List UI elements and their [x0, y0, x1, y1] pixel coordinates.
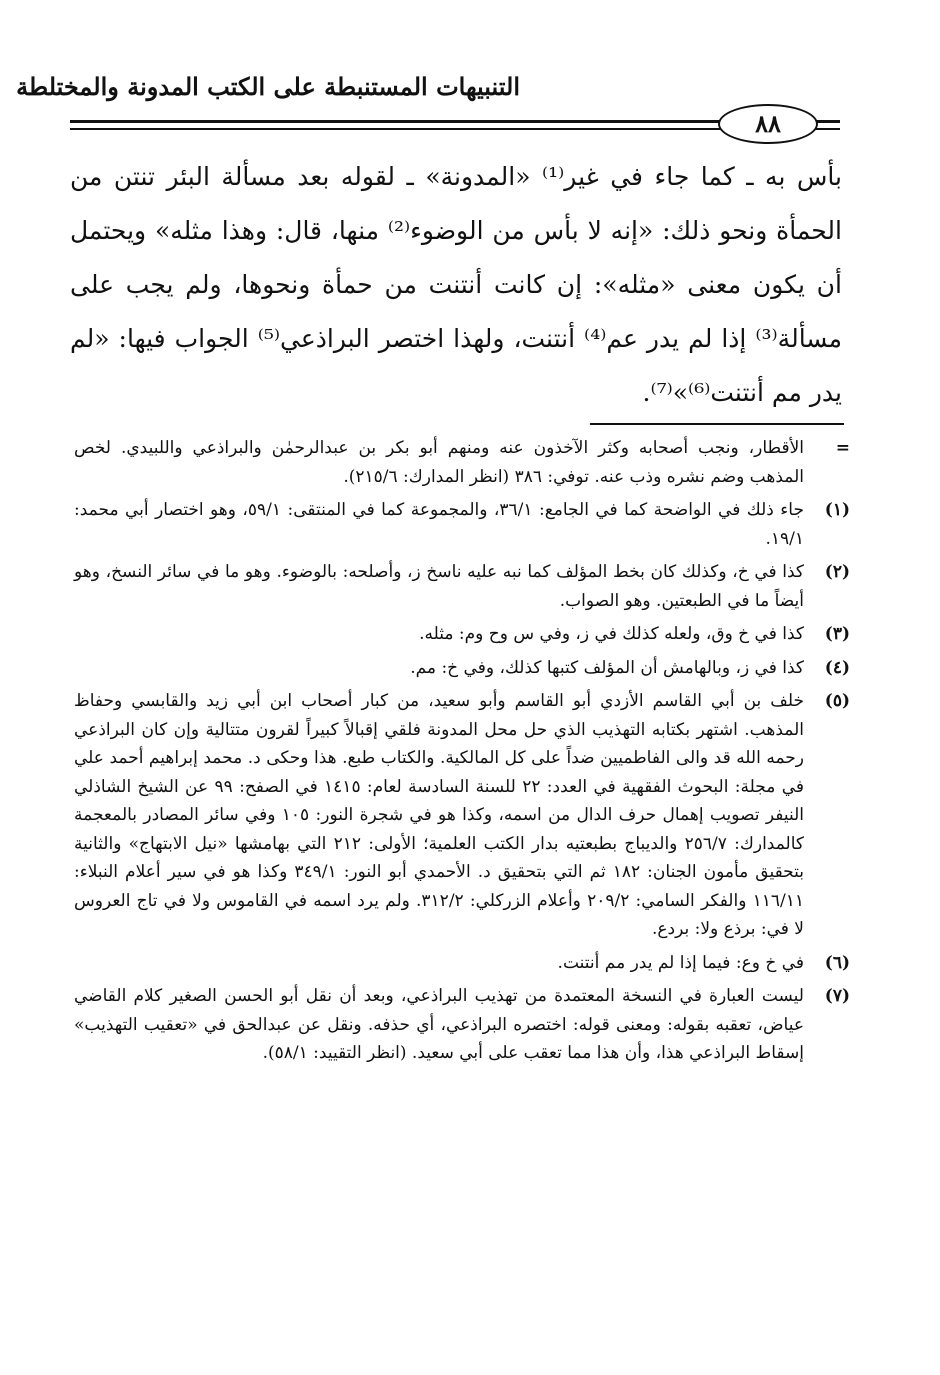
footnote-number: (١)	[824, 500, 850, 520]
footnote-5	[74, 687, 850, 944]
footnote-text: جاء ذلك في الواضحة كما في الجامع: ٣٦/١، والمجموعة كما في المنتقى: ٥٩/١، وهو اختصار أبي محمد: ١٩/١.	[74, 500, 804, 549]
footnote-number: (٤)	[824, 657, 850, 678]
footnote-text: كذا في خ وق، ولعله كذلك في ز، وفي س وح وم: مثله.	[419, 624, 804, 644]
footnote-text: ليست العبارة في النسخة المعتمدة من تهذيب البراذعي، وبعد أن نقل أبو الحسن الصغير كلام القاضي عياض، تعقبه بقوله: ومعنى قوله: اختصره البراذعي، أي حذفه. ونقل عن عبدالحق في «تعقيب التهذيب» إسقاط البراذعي هذا، وأن هذا مما تعقب على أبي سعيد. (انظر التقييد: ٥٨/١).	[74, 986, 804, 1063]
footnote-text: كذا في ز، وبالهامش أن المؤلف كتبها كذلك، وفي خ: مم.	[410, 657, 804, 678]
footnote-number: (٦)	[824, 952, 850, 973]
footnote-number: (٧)	[824, 986, 850, 1006]
footnotes	[74, 434, 850, 1073]
footnote-marker: =	[835, 438, 850, 458]
footnote-3	[74, 620, 850, 649]
footnote-number: (٢)	[824, 562, 850, 582]
page-number: ٨٨	[718, 104, 818, 144]
footnote-4	[74, 654, 850, 683]
running-header-title: التنبيهات المستنبطة على الكتب المدونة والمختلطة	[16, 72, 520, 101]
footnote-separator	[590, 423, 844, 425]
footnote-text: كذا في خ، وكذلك كان بخط المؤلف كما نبه عليه ناسخ ز، وأصلحه: بالوضوء. وهو ما في سائر النسخ، وهو أيضاً ما في الطبعتين. وهو الصواب.	[74, 562, 804, 611]
footnote-6	[74, 949, 850, 978]
footnote-2	[74, 558, 850, 615]
footnote-number: (٣)	[824, 624, 850, 644]
footnote-7	[74, 982, 850, 1068]
footnote-text: في خ وع: فيما إذا لم يدر مم أنتنت.	[557, 952, 804, 973]
footnote-continuation	[74, 434, 850, 491]
footnote-text: الأقطار، ونجب أصحابه وكثر الآخذون عنه ومنهم أبو بكر بن عبدالرحمٰن والبراذعي واللبيدي. لخص المذهب وضم نشره وذب عنه. توفي: ٣٨٦ (انظر المدارك: ٢١٥/٦).	[74, 438, 804, 487]
footnote-number: (٥)	[824, 691, 850, 711]
main-paragraph: بأس به ـ كما جاء في غير⁽¹⁾ «المدونة» ـ لقوله بعد مسألة البئر تنتن من الحمأة ونحو ذلك: «إنه لا بأس من الوضوء⁽²⁾ منها، قال: وهذا مثله» ويحتمل أن يكون معنى «مثله»: إن كانت أنتنت من حمأة ونحوها، ولم يجب على مسألة⁽³⁾ إذا لم يدر عم⁽⁴⁾ أنتنت، ولهذا اختصر البراذعي⁽⁵⁾ الجواب فيها: «لم يدر مم أنتنت⁽⁶⁾»⁽⁷⁾.	[70, 162, 843, 407]
footnote-1	[74, 496, 850, 553]
main-body	[70, 150, 842, 420]
footnote-text: خلف بن أبي القاسم الأزدي أبو القاسم وأبو سعيد، من كبار أصحاب ابن أبي زيد والقابسي وحفاظ المذهب. اشتهر بكتابه التهذيب الذي حل محل المدونة فلقي إقبالاً كبيراً لقرون متتالية وإن كان البراذعي رحمه الله قد والى الفاطميين ضداً على كل المالكية. والكتاب طبع. هذا وحكى د. محمد إبراهيم أحمد علي في مجلة: البحوث الفقهية في العدد: ٢٢ للسنة السادسة لعام: ١٤١٥ في الصفح: ٩٩ عن الشيخ الشاذلي النيفر تصويب إهمال حرف الدال من اسمه، وكذا هو في شجرة النور: ١٠٥ وفي سائر المصادر بالمعجمة كالمدارك: ٢٥٦/٧ والديباج بطبعتيه بدار الكتب العلمية؛ الأولى: ٢١٢ التي بهامشها «نيل الابتهاج» والثانية بتحقيق مأمون الجنان: ١٨٢ ثم التي بتحقيق د. الأحمدي أبو النور: ٣٤٩/١ وكذا هو في سير أعلام النبلاء: ١١٦/١١ والفكر السامي: ٢٠٩/٢ وأعلام الزركلي: ٣١٢/٢. ولم يرد اسمه في القاموس ولا في تاج العروس لا في: برذع ولا: بردع.	[74, 691, 805, 939]
